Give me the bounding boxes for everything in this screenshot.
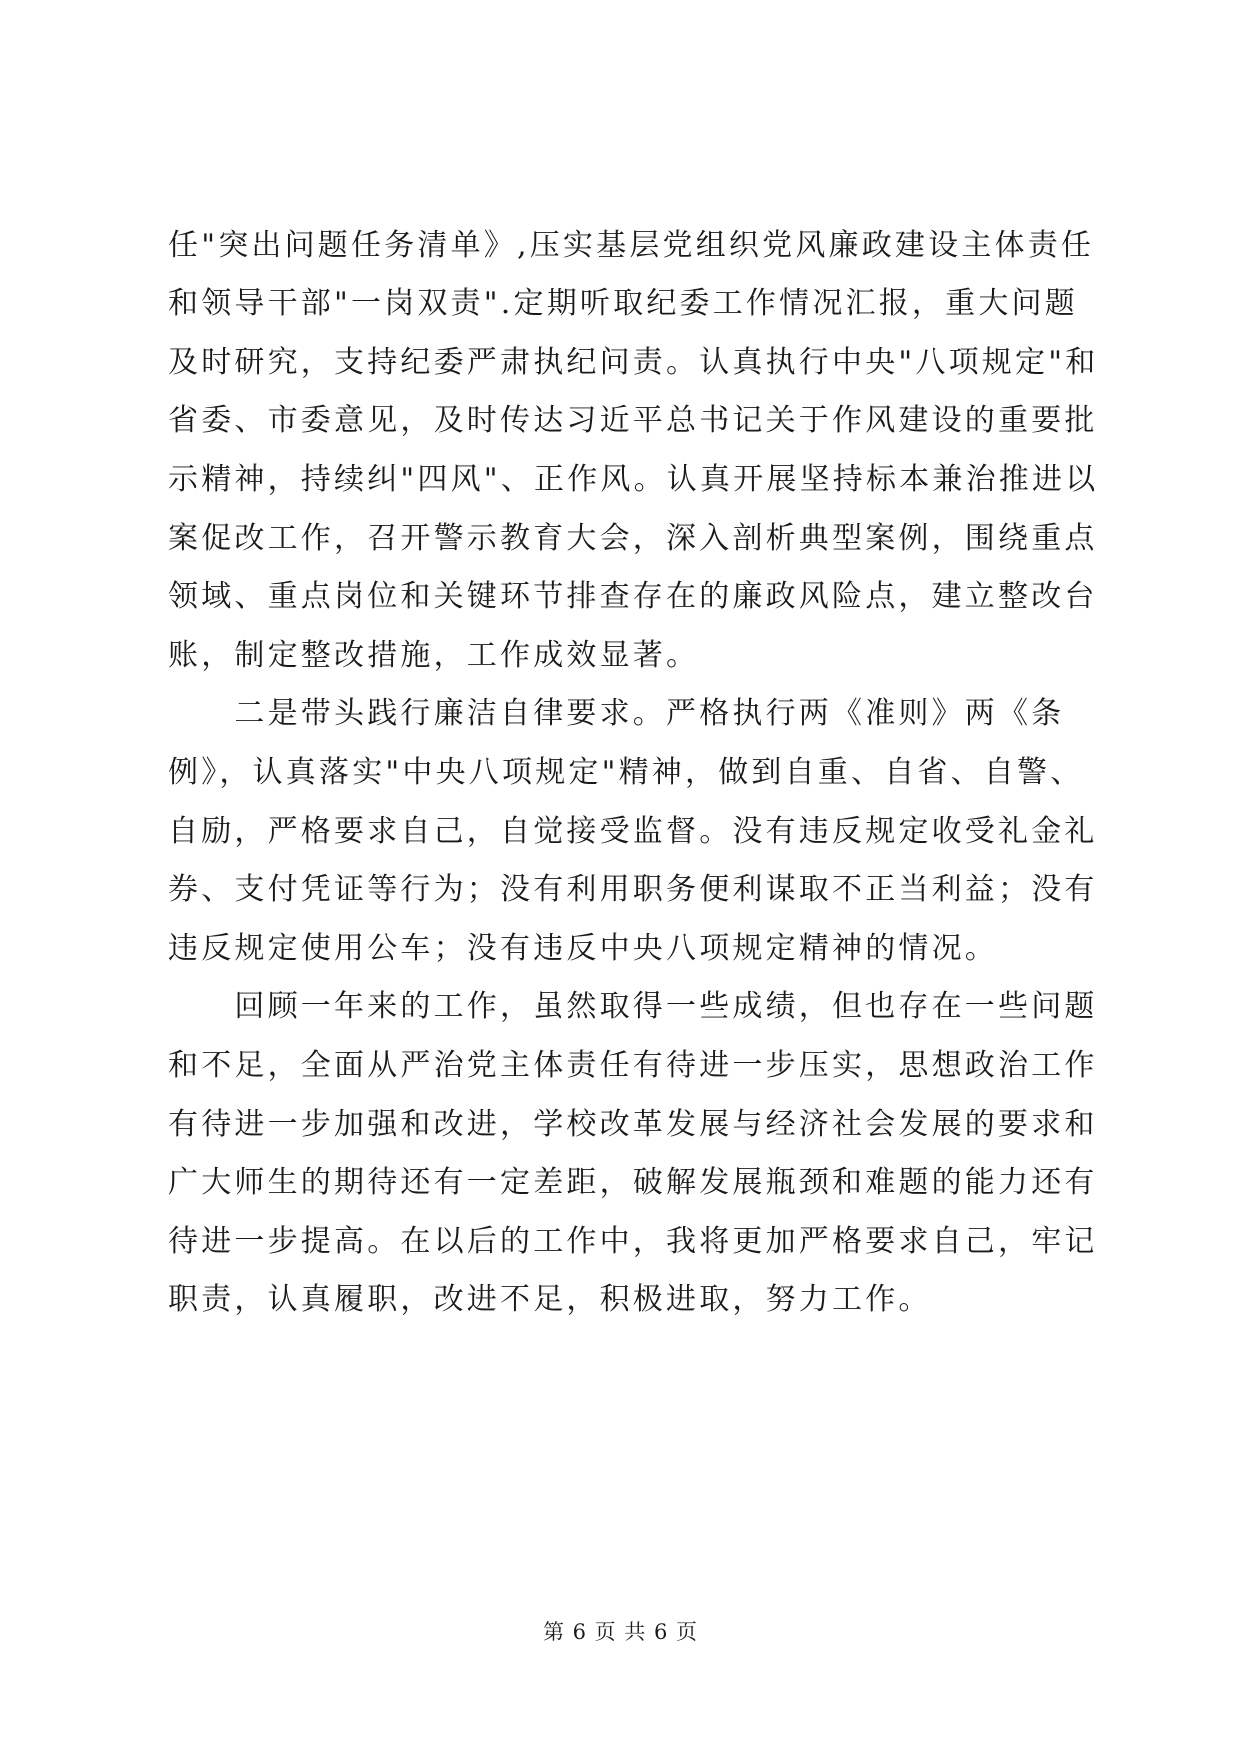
- text-line: 自励，严格要求自己，自觉接受监督。没有违反规定收受礼金礼: [168, 814, 1098, 849]
- text-line: 省委、市委意见，及时传达习近平总书记关于作风建设的重要批: [168, 403, 1098, 438]
- text-line: 示精神，持续纠"四风"、正作风。认真开展坚持标本兼治推进以: [168, 462, 1099, 497]
- text-line: 及时研究，支持纪委严肃执纪问责。认真执行中央"八项规定"和: [168, 345, 1099, 380]
- text-line: 待进一步提高。在以后的工作中，我将更加严格要求自己，牢记: [168, 1224, 1098, 1259]
- text-line: 和领导干部"一岗双责".定期听取纪委工作情况汇报，重大问题: [168, 286, 1078, 321]
- text-line: 违反规定使用公车；没有违反中央八项规定精神的情况。: [168, 931, 998, 966]
- text-line: 职责，认真履职，改进不足，积极进取，努力工作。: [168, 1282, 932, 1317]
- text-line: 任"突出问题任务清单》,压实基层党组织党风廉政建设主体责任: [168, 228, 1095, 263]
- text-line: 券、支付凭证等行为；没有利用职务便利谋取不正当利益；没有: [168, 872, 1098, 907]
- text-line: 二是带头践行廉洁自律要求。严格执行两《准则》两《条: [168, 696, 1065, 731]
- text-line: 领域、重点岗位和关键环节排查存在的廉政风险点，建立整改台: [168, 579, 1098, 614]
- text-line: 和不足，全面从严治党主体责任有待进一步压实，思想政治工作: [168, 1048, 1098, 1083]
- text-line: 有待进一步加强和改进，学校改革发展与经济社会发展的要求和: [168, 1107, 1098, 1142]
- text-line: 账，制定整改措施，工作成效显著。: [168, 638, 700, 673]
- text-line: 回顾一年来的工作，虽然取得一些成绩，但也存在一些问题: [168, 989, 1098, 1024]
- page-number-footer: 第 6 页 共 6 页: [542, 1620, 699, 1644]
- text-line: 案促改工作，召开警示教育大会，深入剖析典型案例，围绕重点: [168, 521, 1098, 556]
- text-line: 例》，认真落实"中央八项规定"精神，做到自重、自省、自警、: [168, 755, 1084, 790]
- text-line: 广大师生的期待还有一定差距，破解发展瓶颈和难题的能力还有: [168, 1165, 1098, 1200]
